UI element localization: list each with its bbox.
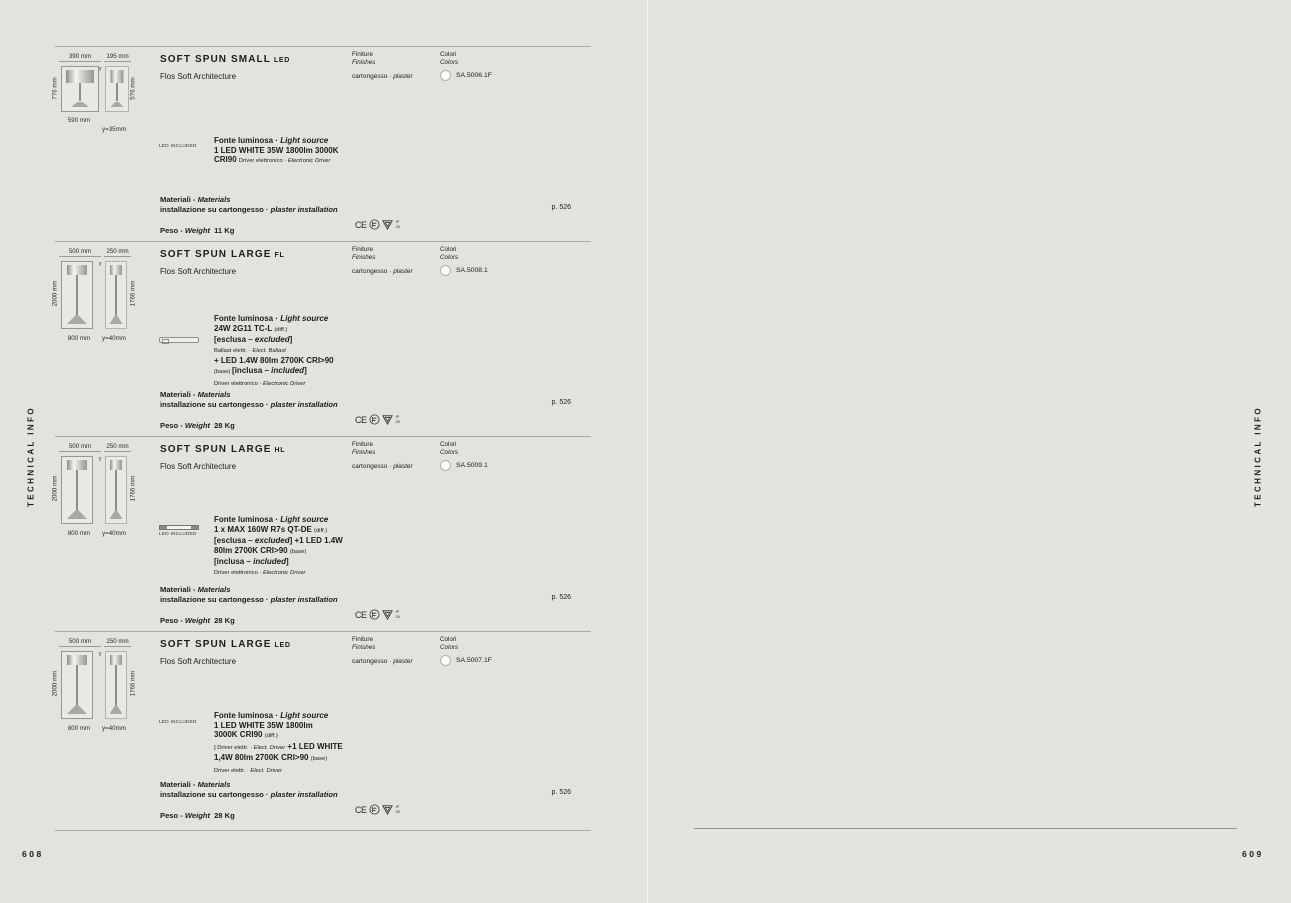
ip-text: IP [395, 609, 400, 615]
weight-value: 28 Kg [214, 811, 235, 820]
weight-value: 28 Kg [214, 421, 235, 430]
finishes-header-en: Finishes [352, 448, 376, 456]
f-mark-icon [369, 804, 380, 815]
ip20-icon [396, 415, 400, 423]
materials-line [160, 390, 231, 399]
color-code: SA.5007.1F [456, 657, 492, 664]
lamp-base-shape [111, 102, 124, 107]
materials-label-it: Materiali - [160, 195, 198, 204]
lamp-shade-shape [110, 655, 122, 665]
light-source-block [159, 136, 362, 167]
colors-header-it: Colori [440, 51, 457, 58]
finishes-header [352, 51, 375, 66]
materials-label-it: Materiali - [160, 585, 198, 594]
materials-label-en: Materials [197, 780, 231, 789]
page-reference: p. 526 [551, 594, 571, 601]
lamp-stem-shape [115, 275, 117, 319]
finishes-header [352, 441, 375, 456]
lamp-shade-shape [67, 265, 87, 275]
lamp-stem-shape [116, 83, 118, 101]
f-mark-icon [369, 414, 380, 425]
light-source-block [214, 314, 362, 389]
technical-info-label-right: TECHNICAL INFO [1253, 406, 1263, 508]
dim-y-label: y [99, 456, 102, 462]
materials-label-it: Materiali - [160, 390, 198, 399]
lamp-stem-shape [115, 665, 117, 709]
ip-text: IP [395, 414, 400, 420]
lamp-base-shape [110, 315, 123, 324]
dim-height-front: 2000 mm [51, 475, 59, 502]
product-spec-section [51, 241, 591, 436]
dim-height-side: 1766 mm [129, 475, 137, 502]
dim-y-label: y [99, 66, 102, 72]
light-source-text: Fonte luminosa · Light source 1 LED WHITE 35W 1800lm 3000K CRI90 (diff.) ] Driver elettr. · Elect. Driver +1 LED WHITE 1,4W 80lm 2700K CRI>90 (base) Driver elettr. · Elect. Driver [214, 711, 343, 774]
product-title [160, 444, 285, 455]
page-reference: p. 526 [551, 204, 571, 211]
finish-value [352, 268, 413, 275]
dim-width-side: 250 mm [104, 638, 131, 647]
ip20-icon [396, 220, 400, 228]
technical-info-label-left: TECHNICAL INFO [26, 406, 36, 508]
ip-text: IP [395, 219, 400, 225]
finishes-header-it: Finiture [352, 636, 373, 643]
finish-value [352, 658, 413, 665]
dim-height-side: 576 mm [129, 77, 137, 100]
ballast-icon [159, 337, 199, 343]
ip-value: 20 [395, 223, 400, 229]
led-included-label: LED INCLUDED [159, 720, 197, 725]
lamp-side-drawing [105, 456, 127, 524]
lamp-stem-shape [76, 275, 78, 319]
product-variant-suffix: FL [274, 252, 285, 259]
page-number-left: 608 [22, 849, 44, 859]
led-included-label: LED INCLUDED [159, 144, 197, 149]
lamp-side-drawing [105, 261, 127, 329]
color-swatch [440, 655, 451, 666]
lamp-stem-shape [115, 470, 117, 514]
finish-value-it: cartongesso · [352, 268, 394, 275]
finishes-header-it: Finiture [352, 51, 373, 58]
colors-header-en: Colors [440, 253, 459, 261]
product-variant-suffix: HL [274, 447, 286, 454]
installation-it: installazione su cartongesso · [160, 205, 271, 214]
dim-depth: 800 mm [67, 725, 91, 732]
product-collection: Flos Soft Architecture [160, 657, 237, 666]
materials-label-en: Materials [197, 585, 231, 594]
lamp-base-shape [71, 102, 89, 107]
color-option [440, 460, 488, 471]
lamp-stem-shape [79, 83, 81, 101]
installation-en: plaster installation [270, 400, 338, 409]
dim-offset: y=35mm [102, 126, 126, 133]
ce-mark-icon: CE [355, 219, 367, 230]
materials-line [160, 780, 231, 789]
class-symbol-icon [382, 415, 393, 425]
finishes-header-en: Finishes [352, 253, 376, 261]
lamp-shade-shape [110, 265, 122, 275]
right-page-divider [694, 828, 1237, 829]
finishes-header [352, 636, 375, 651]
lamp-front-drawing [61, 651, 93, 719]
dimension-diagram [51, 638, 167, 770]
color-code: SA.5006.1F [456, 72, 492, 79]
dim-height-front: 2000 mm [51, 670, 59, 697]
page-number-right: 609 [1242, 849, 1264, 859]
dim-offset: y=40mm [102, 335, 126, 342]
color-swatch [440, 460, 451, 471]
colors-header-en: Colors [440, 643, 459, 651]
materials-label-it: Materiali - [160, 780, 198, 789]
product-title [160, 54, 290, 65]
lamp-base-shape [110, 705, 123, 714]
colors-header [440, 636, 458, 651]
dim-y-label: y [99, 651, 102, 657]
product-variant-suffix: LED [273, 57, 291, 64]
weight-line [160, 226, 234, 235]
lamp-stem-shape [76, 665, 78, 709]
lamp-base-shape [67, 510, 87, 519]
installation-line [160, 790, 338, 799]
light-source-block [159, 515, 362, 579]
product-name: SOFT SPUN SMALL [160, 54, 271, 65]
certification-icons [355, 414, 400, 425]
dimension-diagram [51, 443, 167, 575]
product-collection: Flos Soft Architecture [160, 267, 237, 276]
lamp-front-drawing [61, 66, 99, 112]
light-source-text: Fonte luminosa · Light source 24W 2G11 TC-L (diff.) [esclusa – excluded] Ballast elettr. · Elect. Ballast + LED 1.4W 80lm 2700K CRI>90 (base) [inclusa – included] Driver elettronico · Electronic Driver [214, 314, 334, 387]
product-name: SOFT SPUN LARGE [160, 444, 272, 455]
lamp-front-drawing [61, 456, 93, 524]
certification-icons [355, 219, 400, 230]
finish-value-en: plaster [393, 268, 413, 275]
installation-en: plaster installation [270, 595, 338, 604]
lamp-shade-shape [110, 460, 122, 470]
lamp-base-shape [67, 315, 87, 324]
product-spec-section [51, 436, 591, 631]
color-swatch [440, 265, 451, 276]
ce-mark-icon: CE [355, 804, 367, 815]
weight-label-en: Weight [184, 616, 211, 625]
lamp-base-shape [110, 510, 123, 519]
installation-line [160, 595, 338, 604]
color-code: SA.5009.1 [456, 462, 488, 469]
colors-header-en: Colors [440, 448, 459, 456]
class-symbol-icon [382, 220, 393, 230]
dim-width-side: 250 mm [104, 248, 131, 257]
color-option [440, 70, 492, 81]
finishes-header-it: Finiture [352, 441, 373, 448]
installation-line [160, 400, 338, 409]
product-collection: Flos Soft Architecture [160, 72, 237, 81]
dimension-diagram [51, 248, 167, 380]
color-option [440, 655, 492, 666]
materials-line [160, 585, 231, 594]
colors-header [440, 246, 458, 261]
lamp-shade-shape [66, 70, 94, 83]
led-included-label: LED INCLUDED [159, 532, 197, 537]
ip20-icon [396, 610, 400, 618]
dim-offset: y=40mm [102, 530, 126, 537]
lamp-front-drawing [61, 261, 93, 329]
lamp-stem-shape [76, 470, 78, 514]
dim-depth: 800 mm [67, 530, 91, 537]
product-title [160, 249, 284, 260]
dim-width-front: 500 mm [59, 443, 101, 452]
product-name: SOFT SPUN LARGE [160, 249, 272, 260]
installation-it: installazione su cartongesso · [160, 790, 271, 799]
weight-label-it: Peso - [160, 811, 185, 820]
dim-depth: 590 mm [67, 117, 91, 124]
light-source-aside [159, 720, 211, 725]
light-source-text: Fonte luminosa · Light source 1 x MAX 160W R7s QT-DE (diff.) [esclusa – excluded] +1 LED 1.4W 80lm 2700K CRI>90 (base) [inclusa – included] Driver elettronico · Electronic Driver [214, 515, 343, 576]
f-mark-icon [369, 609, 380, 620]
weight-line [160, 421, 235, 430]
class-symbol-icon [382, 805, 393, 815]
light-source-aside [159, 144, 211, 149]
finishes-header-en: Finishes [352, 58, 376, 66]
colors-header-en: Colors [440, 58, 459, 66]
dim-height-side: 1766 mm [129, 280, 137, 307]
installation-en: plaster installation [270, 205, 338, 214]
lamp-base-shape [67, 705, 87, 714]
weight-line [160, 616, 235, 625]
installation-line [160, 205, 338, 214]
materials-line [160, 195, 231, 204]
colors-header [440, 51, 458, 66]
dim-height-front: 2000 mm [51, 280, 59, 307]
dim-y-label: y [99, 261, 102, 267]
dim-height-front: 776 mm [51, 77, 59, 100]
weight-value: 28 Kg [214, 616, 235, 625]
certification-icons [355, 609, 400, 620]
dim-height-side: 1766 mm [129, 670, 137, 697]
ce-mark-icon: CE [355, 414, 367, 425]
finishes-header-en: Finishes [352, 643, 376, 651]
finish-value-en: plaster [393, 658, 413, 665]
ip-value: 20 [395, 418, 400, 424]
dim-width-front: 390 mm [59, 53, 101, 62]
finish-value [352, 463, 413, 470]
certification-icons [355, 804, 400, 815]
linear-lamp-icon [159, 525, 199, 530]
dim-width-front: 500 mm [59, 248, 101, 257]
dimension-diagram [51, 53, 167, 185]
color-option [440, 265, 488, 276]
weight-line [160, 811, 235, 820]
product-name: SOFT SPUN LARGE [160, 639, 272, 650]
weight-label-en: Weight [184, 226, 211, 235]
dim-offset: y=40mm [102, 725, 126, 732]
installation-it: installazione su cartongesso · [160, 400, 271, 409]
right-page [647, 0, 1291, 903]
lamp-side-drawing [105, 651, 127, 719]
product-sections [51, 46, 591, 831]
product-collection: Flos Soft Architecture [160, 462, 237, 471]
colors-header-it: Colori [440, 441, 457, 448]
finishes-header [352, 246, 375, 261]
dim-width-side: 195 mm [104, 53, 131, 62]
ip-value: 20 [395, 613, 400, 619]
finish-value-it: cartongesso · [352, 73, 394, 80]
lamp-shade-shape [111, 70, 124, 83]
finish-value-it: cartongesso · [352, 658, 394, 665]
dim-width-side: 250 mm [104, 443, 131, 452]
materials-label-en: Materials [197, 195, 231, 204]
finish-value-en: plaster [393, 463, 413, 470]
weight-label-en: Weight [184, 811, 211, 820]
weight-label-it: Peso - [160, 616, 185, 625]
light-source-aside [159, 337, 211, 345]
ce-mark-icon: CE [355, 609, 367, 620]
materials-label-en: Materials [197, 390, 231, 399]
class-symbol-icon [382, 610, 393, 620]
product-spec-section [51, 46, 591, 241]
page-reference: p. 526 [551, 789, 571, 796]
weight-label-en: Weight [184, 421, 211, 430]
lamp-shade-shape [67, 460, 87, 470]
weight-value: 11 Kg [214, 226, 235, 235]
light-source-aside [159, 525, 211, 537]
page-reference: p. 526 [551, 399, 571, 406]
installation-it: installazione su cartongesso · [160, 595, 271, 604]
f-mark-icon [369, 219, 380, 230]
light-source-text: Fonte luminosa · Light source 1 LED WHITE 35W 1800lm 3000K CRI90 Driver elettronico · Electronic Driver [214, 136, 339, 165]
weight-label-it: Peso - [160, 226, 185, 235]
weight-label-it: Peso - [160, 421, 185, 430]
dim-width-front: 500 mm [59, 638, 101, 647]
product-title [160, 639, 291, 650]
color-code: SA.5008.1 [456, 267, 488, 274]
color-swatch [440, 70, 451, 81]
ip20-icon [396, 805, 400, 813]
ip-text: IP [395, 804, 400, 810]
lamp-side-drawing [105, 66, 129, 112]
finish-value [352, 73, 413, 80]
finishes-header-it: Finiture [352, 246, 373, 253]
colors-header-it: Colori [440, 246, 457, 253]
product-variant-suffix: LED [274, 642, 291, 649]
dim-depth: 800 mm [67, 335, 91, 342]
colors-header [440, 441, 458, 456]
finish-value-it: cartongesso · [352, 463, 394, 470]
light-source-block [159, 711, 362, 777]
installation-en: plaster installation [270, 790, 338, 799]
finish-value-en: plaster [393, 73, 413, 80]
colors-header-it: Colori [440, 636, 457, 643]
product-spec-section [51, 631, 591, 831]
ip-value: 20 [395, 808, 400, 814]
lamp-shade-shape [67, 655, 87, 665]
